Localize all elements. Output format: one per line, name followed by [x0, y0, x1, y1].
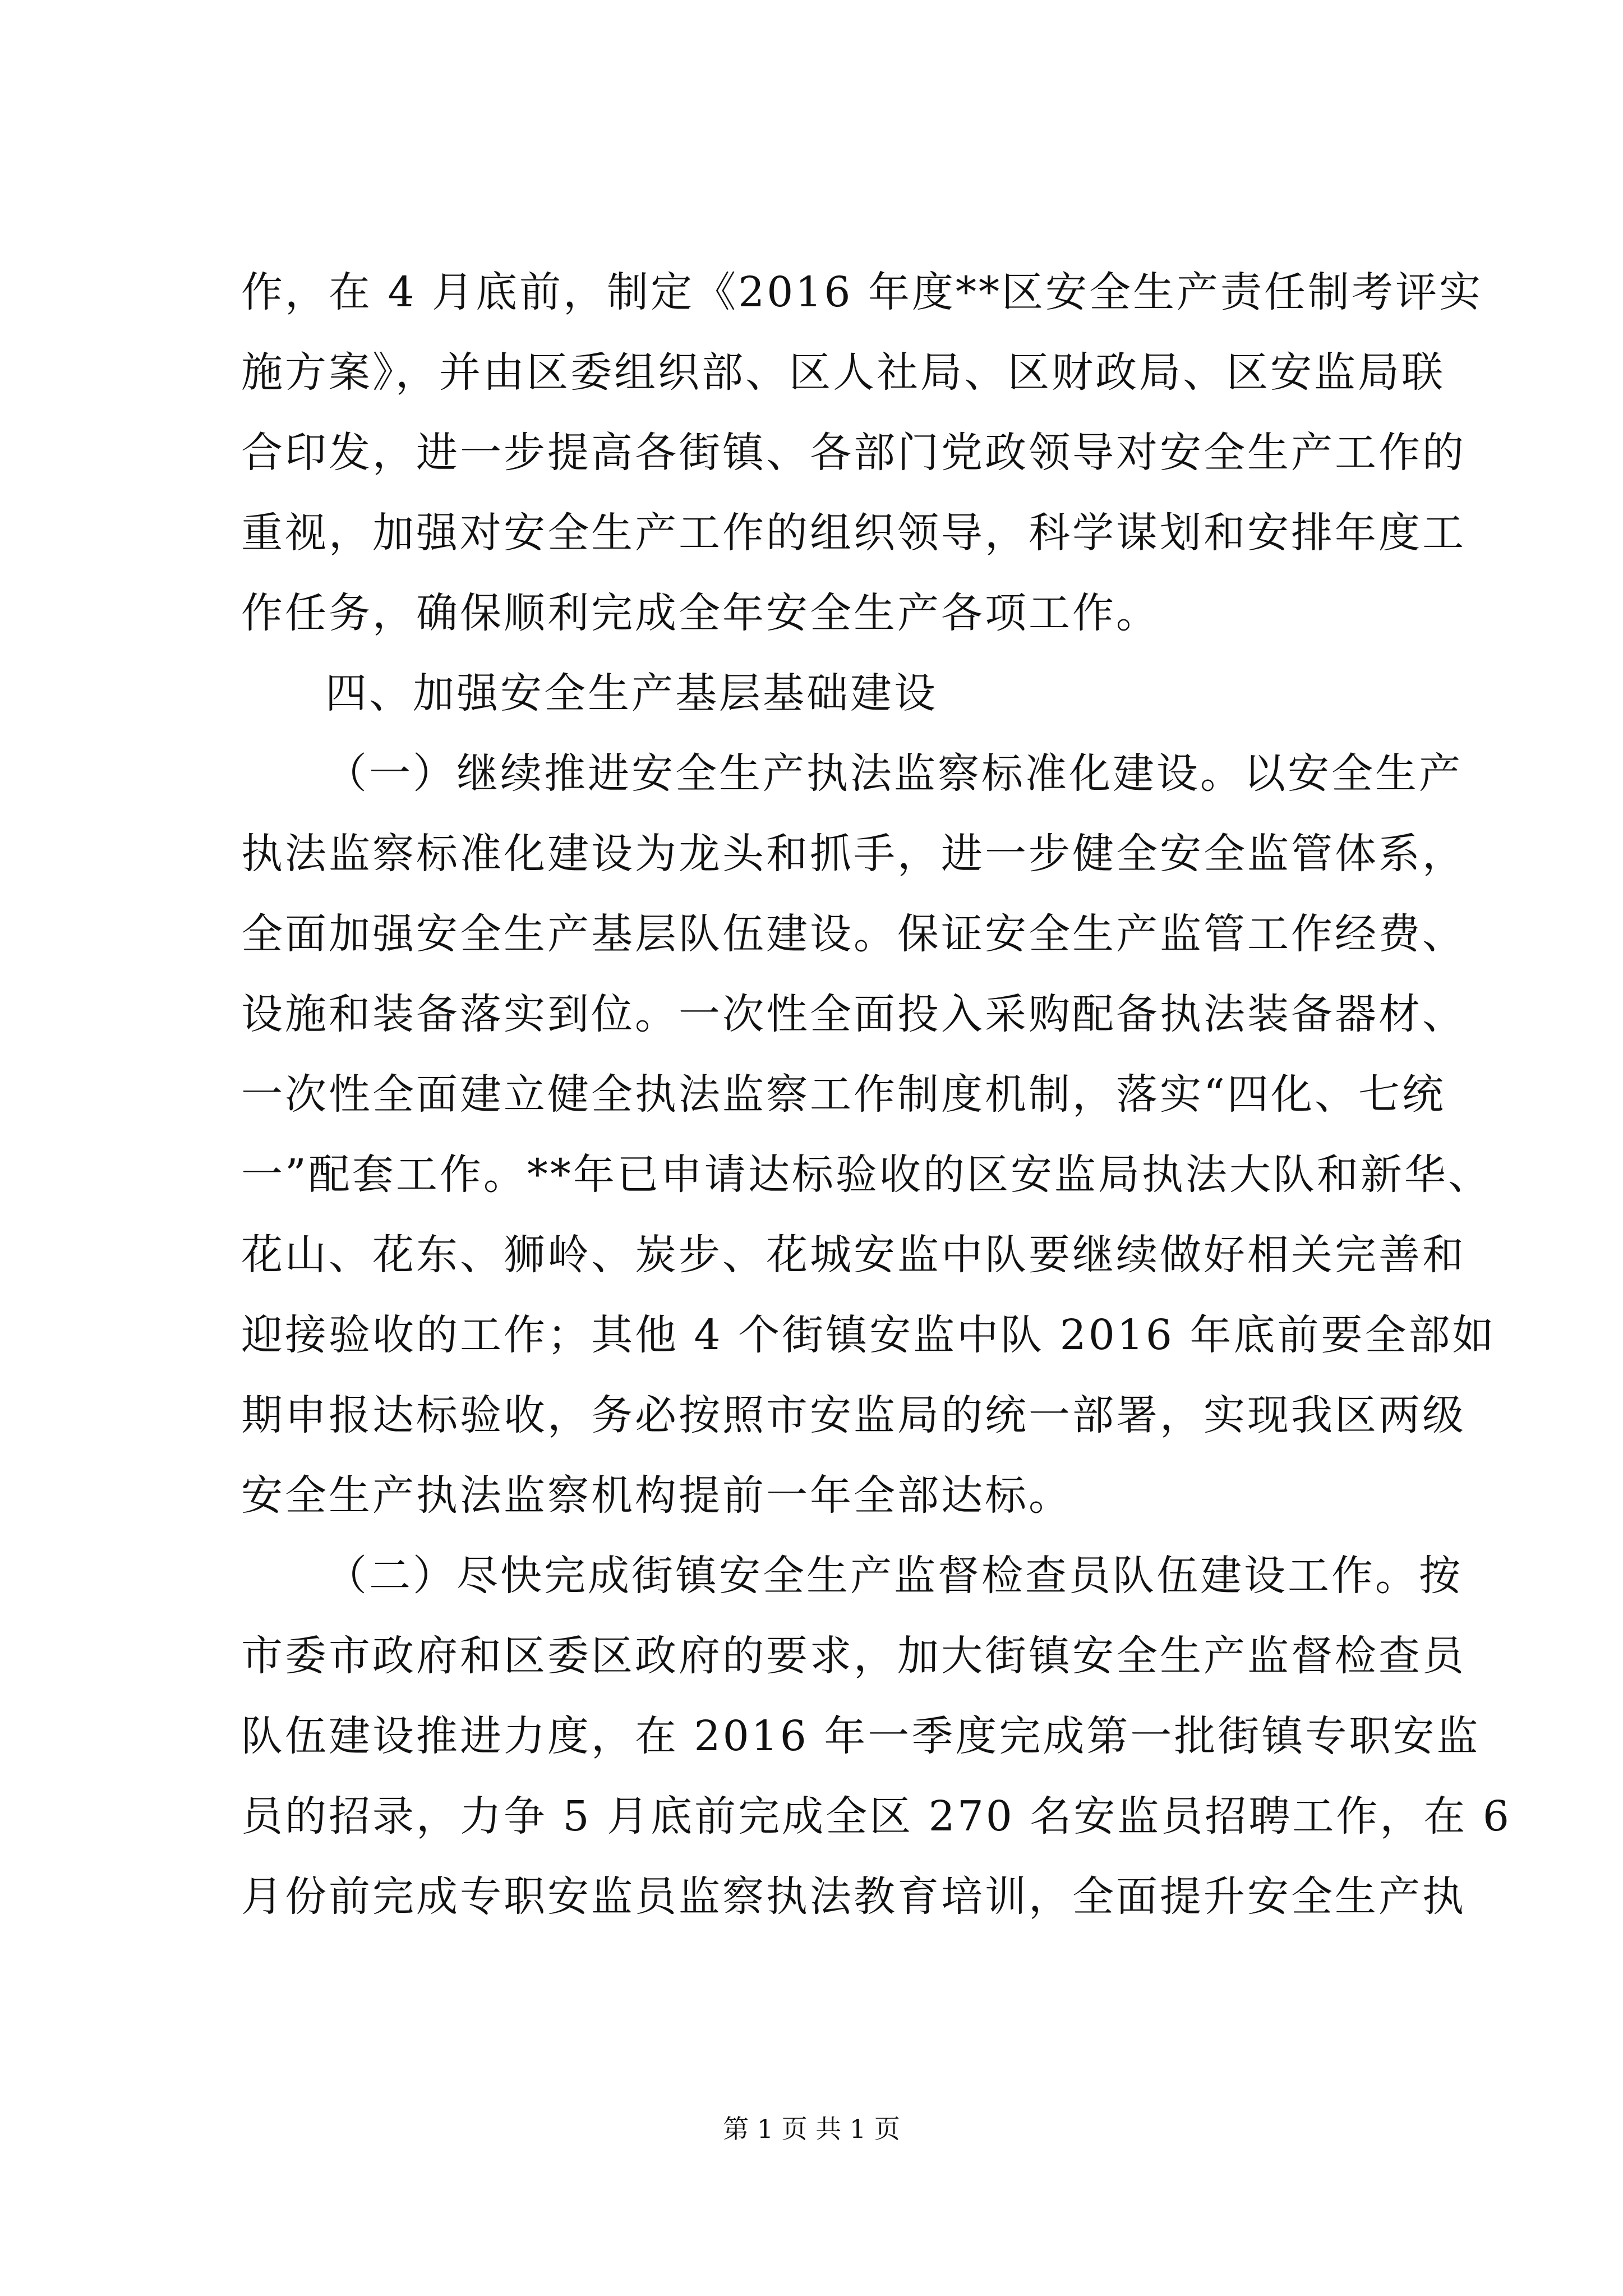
document-body: [241, 252, 1512, 1937]
text-line: 花山、花东、狮岭、炭步、花城安监中队要继续做好相关完善和: [241, 1231, 1466, 1279]
text-line: （二）尽快完成街镇安全生产监督检查员队伍建设工作。按: [325, 1552, 1463, 1600]
text-line: 期申报达标验收，务必按照市安监局的统一部署，实现我区两级: [241, 1391, 1466, 1439]
text-line: 员的招录，力争 5 月底前完成全区 270 名安监员招聘工作，在 6: [241, 1792, 1512, 1841]
text-line: 月份前完成专职安监员监察执法教育培训，全面提升安全生产执: [241, 1872, 1466, 1921]
text-line: 合印发，进一步提高各街镇、各部门党政领导对安全生产工作的: [241, 429, 1466, 477]
text-line: 执法监察标准化建设为龙头和抓手，进一步健全安全监管体系，: [241, 830, 1466, 878]
text-line: 市委市政府和区委区政府的要求，加大街镇安全生产监督检查员: [241, 1632, 1466, 1680]
section-heading: 四、加强安全生产基层基础建设: [325, 669, 938, 717]
text-line: 作，在 4 月底前，制定《2016 年度**区安全生产责任制考评实: [241, 268, 1483, 316]
text-line: 全面加强安全生产基层队伍建设。保证安全生产监管工作经费、: [241, 910, 1466, 958]
text-line: 一次性全面建立健全执法监察工作制度机制，落实“四化、七统: [241, 1070, 1446, 1119]
text-line: 安全生产执法监察机构提前一年全部达标。: [241, 1471, 1072, 1520]
text-line: 队伍建设推进力度，在 2016 年一季度完成第一批街镇专职安监: [241, 1712, 1481, 1760]
text-line: 重视，加强对安全生产工作的组织领导，科学谋划和安排年度工: [241, 509, 1466, 557]
page-number-label: 第 1 页 共 1 页: [723, 2114, 900, 2144]
text-line: 迎接验收的工作；其他 4 个街镇安监中队 2016 年底前要全部如: [241, 1311, 1496, 1359]
text-line: 施方案》，并由区委组织部、区人社局、区财政局、区安监局联: [241, 348, 1445, 397]
page-footer: [0, 2112, 1623, 2146]
text-line: （一）继续推进安全生产执法监察标准化建设。以安全生产: [325, 749, 1463, 798]
text-line: 作任务，确保顺利完成全年安全生产各项工作。: [241, 589, 1160, 637]
text-line: 一”配套工作。**年已申请达标验收的区安监局执法大队和新华、: [241, 1151, 1492, 1199]
text-line: 设施和装备落实到位。一次性全面投入采购配备执法装备器材、: [241, 990, 1466, 1038]
